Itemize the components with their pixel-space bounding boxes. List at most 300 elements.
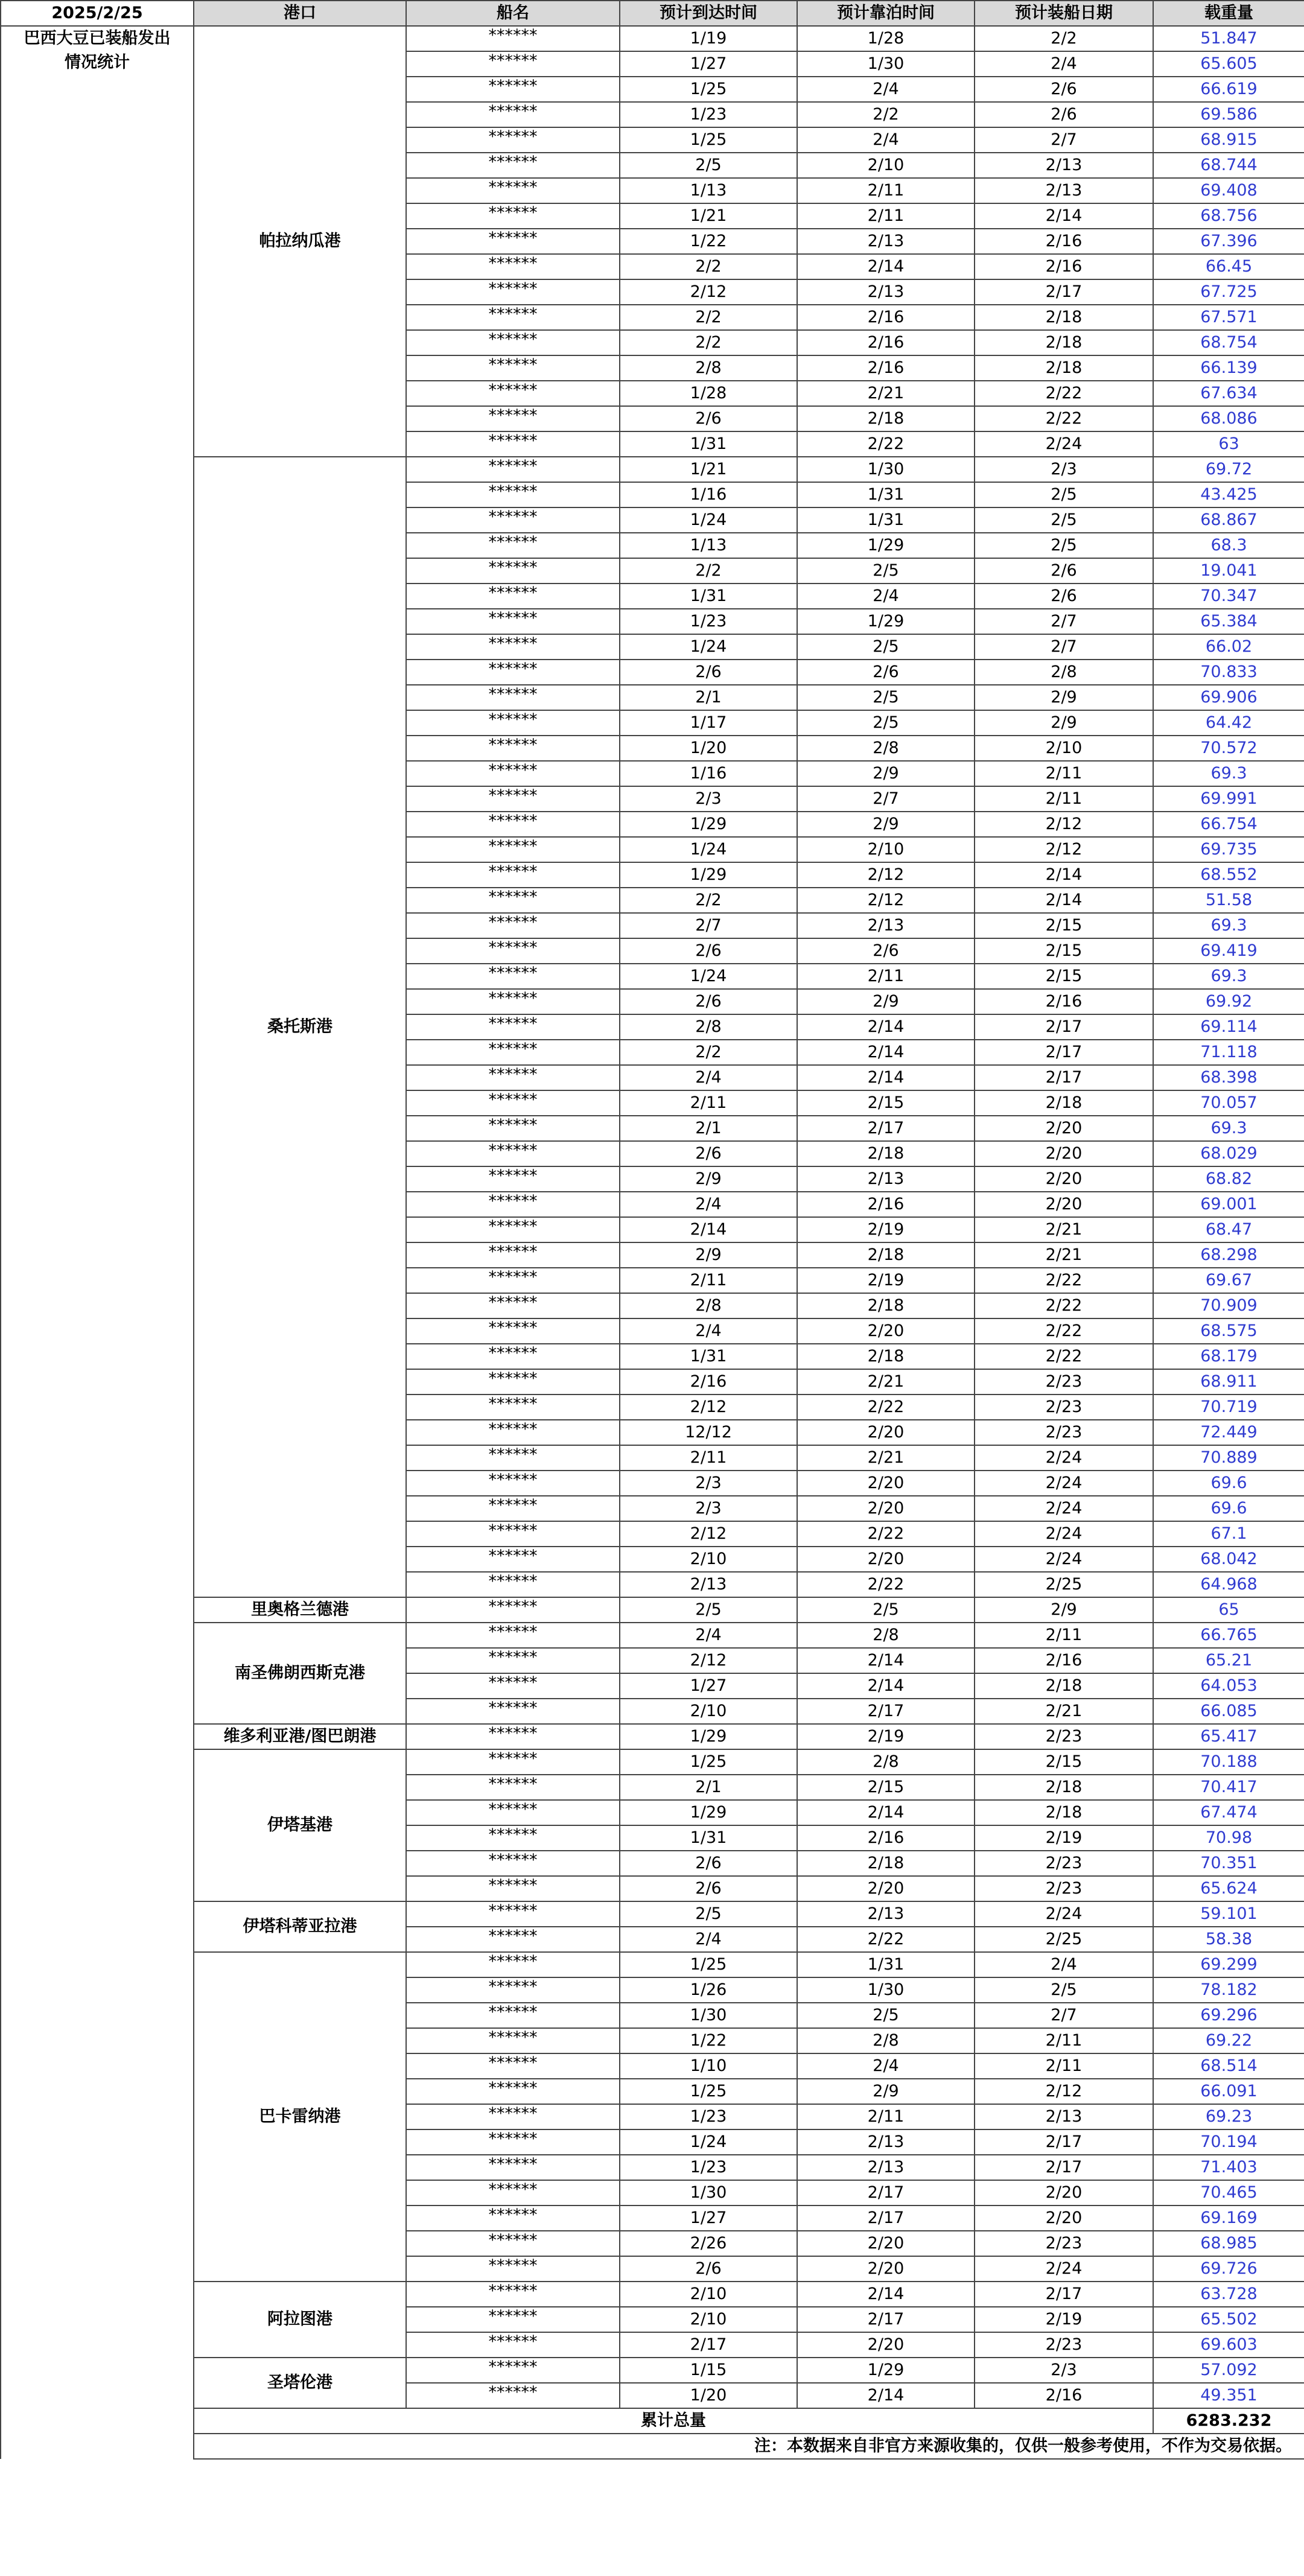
ship-name-cell: ****** (406, 2028, 620, 2053)
tonnage-cell: 69.991 (1153, 786, 1304, 812)
ship-name-cell: ****** (406, 1395, 620, 1420)
tonnage-cell: 65.502 (1153, 2307, 1304, 2332)
eta-cell: 2/6 (620, 1141, 797, 1166)
berth-time-cell: 2/21 (797, 381, 975, 406)
eta-cell: 2/6 (620, 989, 797, 1014)
port-name: 帕拉纳瓜港 (194, 26, 406, 457)
loading-date-cell: 2/15 (975, 1749, 1153, 1775)
loading-date-cell: 2/22 (975, 1268, 1153, 1293)
eta-cell: 1/16 (620, 482, 797, 507)
eta-cell: 1/17 (620, 710, 797, 736)
ship-name-cell: ****** (406, 837, 620, 862)
tonnage-cell: 69.3 (1153, 1116, 1304, 1141)
loading-date-cell: 2/18 (975, 1673, 1153, 1699)
tonnage-cell: 65.21 (1153, 1648, 1304, 1673)
eta-cell: 1/24 (620, 837, 797, 862)
loading-date-cell: 2/23 (975, 1369, 1153, 1395)
berth-time-cell: 2/14 (797, 1673, 975, 1699)
loading-date-cell: 2/24 (975, 1521, 1153, 1547)
berth-time-cell: 2/12 (797, 888, 975, 913)
eta-cell: 1/13 (620, 178, 797, 203)
tonnage-cell: 69.92 (1153, 989, 1304, 1014)
table-row (1, 1952, 1304, 1977)
tonnage-cell: 67.571 (1153, 305, 1304, 330)
ship-name-cell: ****** (406, 2307, 620, 2332)
port-name: 巴卡雷纳港 (194, 1952, 406, 2282)
eta-cell: 1/25 (620, 127, 797, 153)
eta-cell: 1/24 (620, 2129, 797, 2155)
tonnage-cell: 67.474 (1153, 1800, 1304, 1825)
col-ship-name: 船名 (406, 1, 620, 26)
loading-date-cell: 2/17 (975, 2282, 1153, 2307)
tonnage-cell: 43.425 (1153, 482, 1304, 507)
ship-name-cell: ****** (406, 355, 620, 381)
eta-cell: 2/6 (620, 1851, 797, 1876)
table-row (1, 1597, 1304, 1623)
berth-time-cell: 2/17 (797, 1699, 975, 1724)
loading-date-cell: 2/5 (975, 1977, 1153, 2003)
berth-time-cell: 2/16 (797, 305, 975, 330)
loading-date-cell: 2/11 (975, 1623, 1153, 1648)
loading-date-cell: 2/22 (975, 406, 1153, 431)
eta-cell: 2/2 (620, 330, 797, 355)
tonnage-cell: 66.02 (1153, 634, 1304, 660)
berth-time-cell: 2/22 (797, 1395, 975, 1420)
tonnage-cell: 69.22 (1153, 2028, 1304, 2053)
ship-name-cell: ****** (406, 964, 620, 989)
loading-date-cell: 2/17 (975, 1065, 1153, 1090)
eta-cell: 1/31 (620, 1344, 797, 1369)
berth-time-cell: 1/31 (797, 1952, 975, 1977)
report-title (1, 26, 194, 2459)
berth-time-cell: 1/31 (797, 482, 975, 507)
eta-cell: 1/25 (620, 1952, 797, 1977)
eta-cell: 1/23 (620, 102, 797, 127)
berth-time-cell: 2/14 (797, 2383, 975, 2408)
ship-name-cell: ****** (406, 1268, 620, 1293)
ship-name-cell: ****** (406, 254, 620, 279)
berth-time-cell: 2/16 (797, 355, 975, 381)
ship-name-cell: ****** (406, 2104, 620, 2129)
berth-time-cell: 2/13 (797, 1901, 975, 1927)
loading-date-cell: 2/6 (975, 77, 1153, 102)
eta-cell: 1/30 (620, 2180, 797, 2206)
loading-date-cell: 2/21 (975, 1217, 1153, 1242)
berth-time-cell: 2/22 (797, 1521, 975, 1547)
loading-date-cell: 2/23 (975, 1395, 1153, 1420)
eta-cell: 2/9 (620, 1242, 797, 1268)
ship-name-cell: ****** (406, 938, 620, 964)
ship-name-cell: ****** (406, 710, 620, 736)
ship-name-cell: ****** (406, 812, 620, 837)
tonnage-cell: 64.053 (1153, 1673, 1304, 1699)
ship-name-cell: ****** (406, 2079, 620, 2104)
loading-date-cell: 2/18 (975, 330, 1153, 355)
eta-cell: 1/24 (620, 634, 797, 660)
berth-time-cell: 2/5 (797, 2003, 975, 2028)
eta-cell: 2/2 (620, 558, 797, 584)
eta-cell: 2/6 (620, 1876, 797, 1901)
eta-cell: 2/10 (620, 2307, 797, 2332)
tonnage-cell: 68.398 (1153, 1065, 1304, 1090)
ship-name-cell: ****** (406, 153, 620, 178)
ship-name-cell: ****** (406, 1977, 620, 2003)
loading-date-cell: 2/22 (975, 1318, 1153, 1344)
eta-cell: 2/11 (620, 1445, 797, 1471)
note-row (1, 2434, 1304, 2459)
table-row (1, 2358, 1304, 2383)
ship-name-cell: ****** (406, 1673, 620, 1699)
eta-cell: 2/6 (620, 660, 797, 685)
tonnage-cell: 68.086 (1153, 406, 1304, 431)
berth-time-cell: 2/2 (797, 102, 975, 127)
loading-date-cell: 2/16 (975, 254, 1153, 279)
loading-date-cell: 2/13 (975, 2104, 1153, 2129)
berth-time-cell: 2/13 (797, 913, 975, 938)
berth-time-cell: 1/30 (797, 457, 975, 482)
loading-date-cell: 2/17 (975, 2129, 1153, 2155)
ship-name-cell: ****** (406, 862, 620, 888)
disclaimer-note: 注：本数据来自非官方来源收集的，仅供一般参考使用，不作为交易依据。 (194, 2434, 1304, 2459)
berth-time-cell: 2/20 (797, 2231, 975, 2256)
loading-date-cell: 2/14 (975, 888, 1153, 913)
loading-date-cell: 2/25 (975, 1572, 1153, 1597)
eta-cell: 2/26 (620, 2231, 797, 2256)
tonnage-cell: 69.114 (1153, 1014, 1304, 1040)
table-row (1, 1749, 1304, 1775)
eta-cell: 2/5 (620, 1597, 797, 1623)
ship-name-cell: ****** (406, 609, 620, 634)
berth-time-cell: 2/8 (797, 1623, 975, 1648)
tonnage-cell: 65.384 (1153, 609, 1304, 634)
col-port: 港口 (194, 1, 406, 26)
berth-time-cell: 2/20 (797, 2332, 975, 2358)
ship-name-cell: ****** (406, 2231, 620, 2256)
ship-name-cell: ****** (406, 1040, 620, 1065)
loading-date-cell: 2/3 (975, 457, 1153, 482)
eta-cell: 2/10 (620, 1547, 797, 1572)
ship-name-cell: ****** (406, 685, 620, 710)
loading-date-cell: 2/20 (975, 2180, 1153, 2206)
berth-time-cell: 2/9 (797, 812, 975, 837)
berth-time-cell: 2/16 (797, 330, 975, 355)
eta-cell: 2/14 (620, 1217, 797, 1242)
eta-cell: 12/12 (620, 1420, 797, 1445)
tonnage-cell: 65.417 (1153, 1724, 1304, 1749)
tonnage-cell: 68.744 (1153, 153, 1304, 178)
loading-date-cell: 2/13 (975, 178, 1153, 203)
eta-cell: 1/25 (620, 2079, 797, 2104)
loading-date-cell: 2/4 (975, 1952, 1153, 1977)
eta-cell: 1/31 (620, 431, 797, 457)
eta-cell: 1/27 (620, 1673, 797, 1699)
ship-name-cell: ****** (406, 1800, 620, 1825)
tonnage-cell: 63.728 (1153, 2282, 1304, 2307)
tonnage-cell: 49.351 (1153, 2383, 1304, 2408)
eta-cell: 1/15 (620, 2358, 797, 2383)
report-title-line2: 情况统计 (65, 53, 130, 72)
loading-date-cell: 2/18 (975, 1775, 1153, 1800)
eta-cell: 2/12 (620, 1521, 797, 1547)
eta-cell: 2/6 (620, 406, 797, 431)
loading-date-cell: 2/16 (975, 989, 1153, 1014)
loading-date-cell: 2/12 (975, 812, 1153, 837)
ship-name-cell: ****** (406, 1952, 620, 1977)
loading-date-cell: 2/15 (975, 964, 1153, 989)
loading-date-cell: 2/18 (975, 1090, 1153, 1116)
eta-cell: 2/4 (620, 1927, 797, 1952)
berth-time-cell: 2/22 (797, 431, 975, 457)
berth-time-cell: 2/6 (797, 660, 975, 685)
ship-name-cell: ****** (406, 533, 620, 558)
col-tonnage: 载重量 (1153, 1, 1304, 26)
berth-time-cell: 2/18 (797, 406, 975, 431)
berth-time-cell: 2/20 (797, 1318, 975, 1344)
ship-name-cell: ****** (406, 2003, 620, 2028)
ship-name-cell: ****** (406, 2155, 620, 2180)
tonnage-cell: 58.38 (1153, 1927, 1304, 1952)
tonnage-cell: 68.82 (1153, 1166, 1304, 1192)
berth-time-cell: 2/10 (797, 837, 975, 862)
berth-time-cell: 2/19 (797, 1268, 975, 1293)
ship-name-cell: ****** (406, 1014, 620, 1040)
ship-name-cell: ****** (406, 1521, 620, 1547)
tonnage-cell: 67.725 (1153, 279, 1304, 305)
ship-name-cell: ****** (406, 736, 620, 761)
table-row (1, 26, 1304, 51)
table-body (1, 26, 1304, 2459)
loading-date-cell: 2/25 (975, 1927, 1153, 1952)
ship-name-cell: ****** (406, 660, 620, 685)
tonnage-cell: 66.45 (1153, 254, 1304, 279)
ship-name-cell: ****** (406, 178, 620, 203)
berth-time-cell: 2/22 (797, 1927, 975, 1952)
ship-name-cell: ****** (406, 913, 620, 938)
berth-time-cell: 2/8 (797, 2028, 975, 2053)
loading-date-cell: 2/16 (975, 1648, 1153, 1673)
tonnage-cell: 66.091 (1153, 2079, 1304, 2104)
berth-time-cell: 2/9 (797, 2079, 975, 2104)
eta-cell: 1/21 (620, 457, 797, 482)
berth-time-cell: 2/8 (797, 736, 975, 761)
tonnage-cell: 69.3 (1153, 964, 1304, 989)
berth-time-cell: 2/4 (797, 77, 975, 102)
berth-time-cell: 2/14 (797, 1065, 975, 1090)
header-row (1, 1, 1304, 26)
ship-name-cell: ****** (406, 1471, 620, 1496)
port-name: 南圣佛朗西斯克港 (194, 1623, 406, 1724)
loading-date-cell: 2/23 (975, 2332, 1153, 2358)
eta-cell: 1/27 (620, 2206, 797, 2231)
loading-date-cell: 2/12 (975, 2079, 1153, 2104)
ship-name-cell: ****** (406, 1876, 620, 1901)
tonnage-cell: 68.985 (1153, 2231, 1304, 2256)
eta-cell: 1/29 (620, 862, 797, 888)
eta-cell: 2/4 (620, 1065, 797, 1090)
tonnage-cell: 59.101 (1153, 1901, 1304, 1927)
loading-date-cell: 2/9 (975, 1597, 1153, 1623)
eta-cell: 1/24 (620, 964, 797, 989)
port-name: 里奥格兰德港 (194, 1597, 406, 1623)
tonnage-cell: 68.911 (1153, 1369, 1304, 1395)
berth-time-cell: 2/21 (797, 1369, 975, 1395)
tonnage-cell: 51.58 (1153, 888, 1304, 913)
tonnage-cell: 69.67 (1153, 1268, 1304, 1293)
eta-cell: 1/25 (620, 1749, 797, 1775)
loading-date-cell: 2/5 (975, 482, 1153, 507)
tonnage-cell: 69.586 (1153, 102, 1304, 127)
ship-name-cell: ****** (406, 102, 620, 127)
ship-name-cell: ****** (406, 1141, 620, 1166)
berth-time-cell: 2/12 (797, 862, 975, 888)
berth-time-cell: 2/13 (797, 2155, 975, 2180)
eta-cell: 2/17 (620, 2332, 797, 2358)
tonnage-cell: 70.351 (1153, 1851, 1304, 1876)
berth-time-cell: 2/5 (797, 634, 975, 660)
loading-date-cell: 2/12 (975, 837, 1153, 862)
berth-time-cell: 2/17 (797, 2307, 975, 2332)
tonnage-cell: 69.3 (1153, 761, 1304, 786)
tonnage-cell: 69.6 (1153, 1471, 1304, 1496)
table-row (1, 1901, 1304, 1927)
eta-cell: 1/16 (620, 761, 797, 786)
berth-time-cell: 2/17 (797, 2206, 975, 2231)
eta-cell: 1/22 (620, 2028, 797, 2053)
berth-time-cell: 2/18 (797, 1242, 975, 1268)
ship-name-cell: ****** (406, 1369, 620, 1395)
eta-cell: 2/7 (620, 913, 797, 938)
tonnage-cell: 69.299 (1153, 1952, 1304, 1977)
tonnage-cell: 69.169 (1153, 2206, 1304, 2231)
berth-time-cell: 2/20 (797, 1471, 975, 1496)
eta-cell: 2/3 (620, 786, 797, 812)
tonnage-cell: 65.605 (1153, 51, 1304, 77)
eta-cell: 1/31 (620, 584, 797, 609)
tonnage-cell: 69.603 (1153, 2332, 1304, 2358)
loading-date-cell: 2/18 (975, 305, 1153, 330)
eta-cell: 1/29 (620, 812, 797, 837)
ship-name-cell: ****** (406, 51, 620, 77)
tonnage-cell: 70.347 (1153, 584, 1304, 609)
total-label: 累计总量 (194, 2408, 1153, 2434)
ship-name-cell: ****** (406, 406, 620, 431)
berth-time-cell: 2/16 (797, 1192, 975, 1217)
eta-cell: 2/8 (620, 1014, 797, 1040)
ship-name-cell: ****** (406, 558, 620, 584)
ship-name-cell: ****** (406, 786, 620, 812)
ship-name-cell: ****** (406, 77, 620, 102)
ship-name-cell: ****** (406, 1090, 620, 1116)
loading-date-cell: 2/22 (975, 1344, 1153, 1369)
berth-time-cell: 2/5 (797, 710, 975, 736)
tonnage-cell: 68.029 (1153, 1141, 1304, 1166)
tonnage-cell: 67.396 (1153, 229, 1304, 254)
ship-name-cell: ****** (406, 1699, 620, 1724)
tonnage-cell: 19.041 (1153, 558, 1304, 584)
berth-time-cell: 2/14 (797, 1648, 975, 1673)
table-row (1, 457, 1304, 482)
loading-date-cell: 2/7 (975, 634, 1153, 660)
tonnage-cell: 57.092 (1153, 2358, 1304, 2383)
tonnage-cell: 70.188 (1153, 1749, 1304, 1775)
eta-cell: 2/11 (620, 1090, 797, 1116)
loading-date-cell: 2/20 (975, 1116, 1153, 1141)
loading-date-cell: 2/18 (975, 1800, 1153, 1825)
eta-cell: 2/9 (620, 1166, 797, 1192)
eta-cell: 1/28 (620, 381, 797, 406)
ship-name-cell: ****** (406, 26, 620, 51)
loading-date-cell: 2/24 (975, 1471, 1153, 1496)
tonnage-cell: 69.419 (1153, 938, 1304, 964)
eta-cell: 1/29 (620, 1724, 797, 1749)
ship-name-cell: ****** (406, 1775, 620, 1800)
berth-time-cell: 1/29 (797, 533, 975, 558)
eta-cell: 2/12 (620, 279, 797, 305)
berth-time-cell: 2/15 (797, 1775, 975, 1800)
loading-date-cell: 2/11 (975, 2028, 1153, 2053)
berth-time-cell: 1/29 (797, 609, 975, 634)
loading-date-cell: 2/24 (975, 1496, 1153, 1521)
berth-time-cell: 2/4 (797, 584, 975, 609)
berth-time-cell: 2/13 (797, 1166, 975, 1192)
eta-cell: 1/26 (620, 1977, 797, 2003)
loading-date-cell: 2/9 (975, 685, 1153, 710)
tonnage-cell: 68.298 (1153, 1242, 1304, 1268)
tonnage-cell: 68.042 (1153, 1547, 1304, 1572)
berth-time-cell: 2/19 (797, 1724, 975, 1749)
loading-date-cell: 2/7 (975, 609, 1153, 634)
ship-name-cell: ****** (406, 2282, 620, 2307)
tonnage-cell: 64.42 (1153, 710, 1304, 736)
berth-time-cell: 2/21 (797, 1445, 975, 1471)
loading-date-cell: 2/2 (975, 26, 1153, 51)
loading-date-cell: 2/18 (975, 355, 1153, 381)
berth-time-cell: 2/7 (797, 786, 975, 812)
tonnage-cell: 68.575 (1153, 1318, 1304, 1344)
berth-time-cell: 2/18 (797, 1344, 975, 1369)
eta-cell: 2/8 (620, 1293, 797, 1318)
berth-time-cell: 2/18 (797, 1851, 975, 1876)
tonnage-cell: 70.833 (1153, 660, 1304, 685)
ship-name-cell: ****** (406, 1597, 620, 1623)
loading-date-cell: 2/11 (975, 2053, 1153, 2079)
ship-name-cell: ****** (406, 1496, 620, 1521)
eta-cell: 1/20 (620, 2383, 797, 2408)
loading-date-cell: 2/8 (975, 660, 1153, 685)
tonnage-cell: 69.296 (1153, 2003, 1304, 2028)
col-loading-date: 预计装船日期 (975, 1, 1153, 26)
tonnage-cell: 69.906 (1153, 685, 1304, 710)
berth-time-cell: 2/18 (797, 1293, 975, 1318)
tonnage-cell: 70.98 (1153, 1825, 1304, 1851)
ship-name-cell: ****** (406, 2358, 620, 2383)
tonnage-cell: 70.194 (1153, 2129, 1304, 2155)
berth-time-cell: 2/18 (797, 1141, 975, 1166)
eta-cell: 2/1 (620, 685, 797, 710)
tonnage-cell: 65.624 (1153, 1876, 1304, 1901)
ship-name-cell: ****** (406, 1648, 620, 1673)
eta-cell: 2/3 (620, 1496, 797, 1521)
loading-date-cell: 2/20 (975, 1166, 1153, 1192)
tonnage-cell: 69.735 (1153, 837, 1304, 862)
tonnage-cell: 68.867 (1153, 507, 1304, 533)
table-row (1, 1724, 1304, 1749)
tonnage-cell: 69.726 (1153, 2256, 1304, 2282)
ship-name-cell: ****** (406, 1116, 620, 1141)
ship-name-cell: ****** (406, 457, 620, 482)
tonnage-cell: 68.179 (1153, 1344, 1304, 1369)
eta-cell: 1/21 (620, 203, 797, 229)
